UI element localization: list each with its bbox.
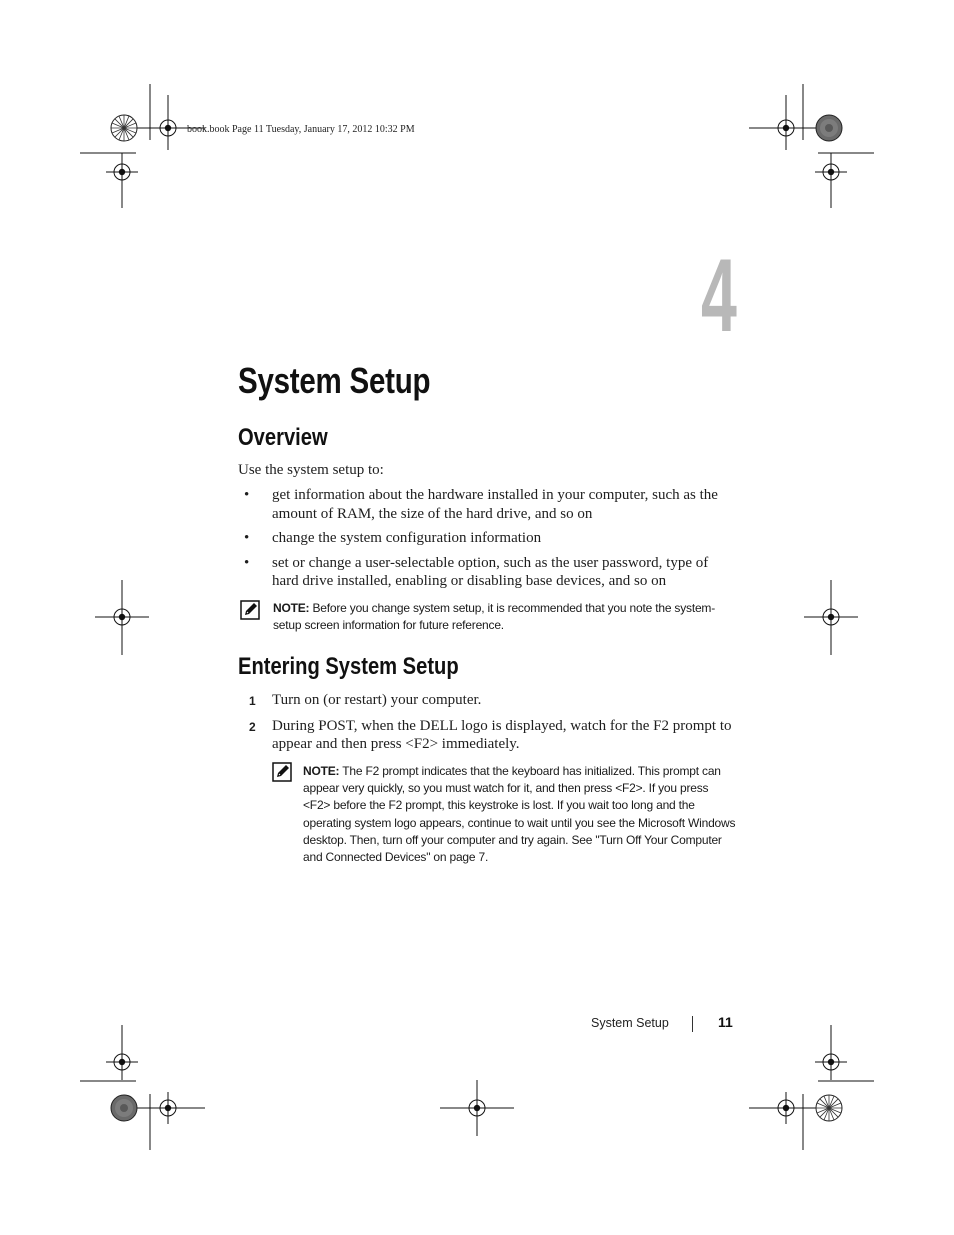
list-item	[238, 486, 738, 523]
step-text: During POST, when the DELL logo is displayed, watch for the F2 prompt to appear and then press <F2> immediately.	[272, 717, 732, 752]
pencil-note-icon	[240, 600, 260, 620]
entering-note	[303, 763, 737, 866]
bullet-icon: •	[244, 487, 250, 503]
chapter-number: 4	[701, 238, 737, 354]
bullet-text: change the system configuration information	[272, 530, 542, 546]
step-number: 2	[249, 719, 256, 734]
overview-bullet-list	[238, 486, 738, 597]
footer-section-name: System Setup	[591, 1016, 669, 1030]
overview-intro: Use the system setup to:	[238, 462, 384, 478]
overview-note	[273, 600, 733, 634]
list-item	[238, 554, 738, 591]
bullet-icon: •	[244, 530, 250, 546]
entering-heading: Entering System Setup	[238, 653, 459, 680]
pencil-note-icon	[272, 762, 292, 782]
step-text: Turn on (or restart) your computer.	[272, 692, 482, 708]
note-text: Before you change system setup, it is recommended that you note the system-setup screen information for future reference.	[273, 601, 716, 633]
step-item	[238, 717, 738, 754]
bullet-text: set or change a user-selectable option, such as the user password, type of hard drive installed, enabling or disabling base devices, and so on	[272, 554, 709, 589]
print-info-header: book.book Page 11 Tuesday, January 17, 2012 10:32 PM	[187, 124, 415, 135]
chapter-title: System Setup	[238, 360, 431, 401]
note-label: NOTE:	[273, 601, 310, 615]
step-item	[238, 691, 738, 710]
step-number: 1	[249, 694, 256, 708]
page-number: 11	[718, 1014, 733, 1030]
note-label: NOTE:	[303, 764, 340, 778]
entering-steps	[238, 691, 738, 761]
bullet-text: get information about the hardware installed in your computer, such as the amount of RAM, the size of the hard drive, and so on	[272, 487, 718, 522]
overview-heading: Overview	[238, 424, 328, 451]
list-item	[238, 529, 738, 548]
bullet-icon: •	[244, 554, 250, 571]
note-text: The F2 prompt indicates that the keyboard has initialized. This prompt can appear very quickly, so you must watch for it, and then press <F2>. If you press <F2> before the F2 prompt, this keystroke is lost. If you wait too long and the operating system logo appears, continue to wait until you see the Microsoft Windows desktop. Then, turn off your computer and try again. See "Turn Off Your Computer and Connected Devices" on page 7.	[303, 764, 736, 865]
footer-divider	[692, 1016, 693, 1032]
